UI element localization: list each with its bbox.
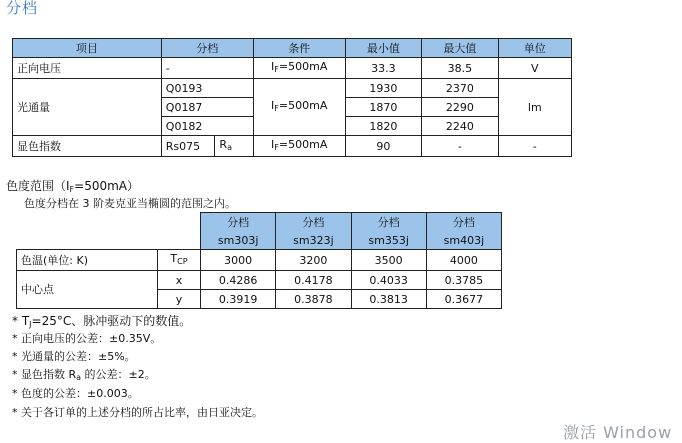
y-cell: 0.3878 [276,290,351,309]
y-label: y [158,290,201,309]
table-row [17,250,502,271]
bin-cell: Q0193 [161,79,253,98]
x-cell: 0.3785 [426,271,501,290]
bin-name: sm303j [201,231,276,250]
condition-cell: $I_F=500mA$ [253,79,345,136]
empty-corner [17,213,201,250]
bin-cell: Q0187 [161,98,253,117]
bin-header: 分档 [276,213,351,232]
header-bin: 分档 [161,39,253,58]
note-chromaticity: * 色度的公差：±0.003。 [12,387,139,400]
table-row [13,58,572,79]
section-title: 分档 [6,0,39,17]
condition-cell: $I_F=500mA$ [253,136,345,157]
unit-cell: lm [498,79,571,136]
row-label-cri: 显色指数 [13,136,162,157]
cct-cell: 4000 [426,250,501,271]
header-max: 最大值 [422,39,498,58]
row-label-cct: 色温(单位: K) [17,250,158,271]
x-label: x [158,271,201,290]
cct-cell: 3200 [276,250,351,271]
activation-watermark: 激活 Window [563,423,673,442]
condition-cell: $I_F=500mA$ [253,58,345,79]
header-condition: 条件 [253,39,345,58]
cct-cell: 3500 [351,250,426,271]
chromaticity-table [16,212,502,309]
bin-name: sm403j [426,231,501,250]
x-cell: 0.4178 [276,271,351,290]
max-cell: - [422,136,498,157]
max-cell: 2240 [422,117,498,136]
bin-cell: Q0182 [161,117,253,136]
min-cell: 1930 [345,79,421,98]
max-cell: 2290 [422,98,498,117]
header-unit: 单位 [498,39,571,58]
note-bin-ratio: * 关于各订单的上述分档的所占比率，由日亚决定。 [12,406,263,419]
spec-table [12,38,572,157]
min-cell: 1870 [345,98,421,117]
x-cell: 0.4286 [201,271,276,290]
table-row [13,79,572,98]
min-cell: 90 [345,136,421,157]
row-label-forward-voltage: 正向电压 [13,58,162,79]
symbol-cell: $R_a$ [215,136,253,157]
row-label-luminous-flux: 光通量 [13,79,162,136]
note-luminous-flux: * 光通量的公差：±5%。 [12,350,136,363]
table-row [17,271,502,290]
note-temperature: * $T_J=25^\circ C$、脉冲驱动下的数值。 [12,314,192,329]
y-cell: 0.3919 [201,290,276,309]
x-cell: 0.4033 [351,271,426,290]
cct-symbol: $T_{CP}$ [158,250,201,271]
unit-cell: V [498,58,571,79]
color-range-note: 色度分档在 3 阶麦克亚当椭圆的范围之内。 [24,197,236,210]
bin-header: 分档 [351,213,426,232]
min-cell: 33.3 [345,58,421,79]
unit-cell: - [498,136,571,157]
table-row [13,136,572,157]
bin-name: sm353j [351,231,426,250]
bin-cell: - [161,58,253,79]
max-cell: 38.5 [422,58,498,79]
header-min: 最小值 [345,39,421,58]
bin-header: 分档 [426,213,501,232]
color-range-heading: 色度范围$(I_F=500mA)$ [6,179,140,194]
table-header-row [13,39,572,58]
row-label-center-point: 中心点 [17,271,158,309]
bin-header: 分档 [201,213,276,232]
header-item: 项目 [13,39,162,58]
note-forward-voltage: * 正向电压的公差：±0.35V。 [12,332,162,345]
cct-cell: 3000 [201,250,276,271]
max-cell: 2370 [422,79,498,98]
min-cell: 1820 [345,117,421,136]
table-header-row [17,213,502,232]
note-cri: * 显色指数 $R_a$ 的公差：±2。 [12,368,156,382]
bin-cell: Rs075 [161,136,215,157]
y-cell: 0.3813 [351,290,426,309]
y-cell: 0.3677 [426,290,501,309]
bin-name: sm323j [276,231,351,250]
